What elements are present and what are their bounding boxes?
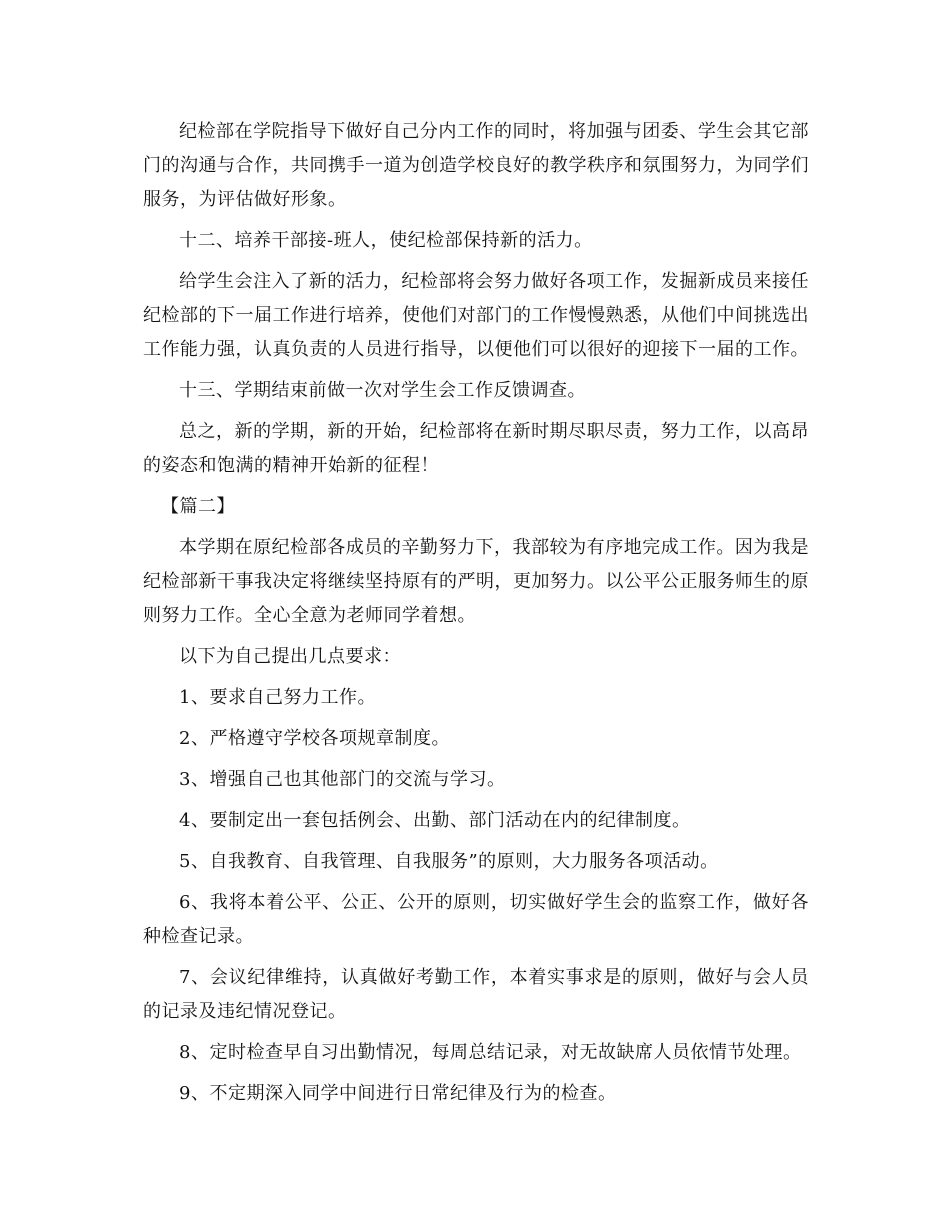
- list-item-7: 7、会议纪律维持，认真做好考勤工作，本着实事求是的原则，做好与会人员的记录及违纪情况登记。: [143, 967, 809, 1022]
- section-heading-part-two: 【篇二】: [161, 496, 235, 517]
- list-item-6: 6、我将本着公平、公正、公开的原则，切实做好学生会的监察工作，做好各种检查记录。: [143, 892, 809, 947]
- list-item-4: 4、要制定出一套包括例会、出勤、部门活动在内的纪律制度。: [179, 810, 691, 831]
- list-item-8: 8、定时检查早自习出勤情况，每周总结记录，对无故缺席人员依情节处理。: [179, 1042, 802, 1063]
- paragraph-new-members: 给学生会注入了新的活力，纪检部将会努力做好各项工作，发掘新成员来接任纪检部的下一届工作进行培养，使他们对部门的工作慢慢熟悉，从他们中间挑选出工作能力强，认真负责的人员进行指导，以便他们可以很好的迎接下一届的工作。: [143, 271, 809, 360]
- paragraph-cooperation: 纪检部在学院指导下做好自己分内工作的同时，将加强与团委、学生会其它部门的沟通与合作，共同携手一道为创造学校良好的教学秩序和氛围努力，为同学们服务，为评估做好形象。: [143, 121, 809, 210]
- list-item-9: 9、不定期深入同学中间进行日常纪律及行为的检查。: [179, 1083, 617, 1104]
- list-item-1: 1、要求自己努力工作。: [179, 687, 376, 708]
- document-body: [143, 115, 809, 1111]
- paragraph-conclusion: 总之，新的学期，新的开始，纪检部将在新时期尽职尽责，努力工作，以高昂的姿态和饱满的精神开始新的征程！: [143, 421, 809, 476]
- paragraph-item-twelve: 十二、培养干部接-班人，使纪检部保持新的活力。: [179, 230, 593, 251]
- paragraph-requirements-intro: 以下为自己提出几点要求：: [179, 646, 401, 667]
- list-item-3: 3、增强自己也其他部门的交流与学习。: [179, 769, 506, 790]
- paragraph-item-thirteen: 十三、学期结束前做一次对学生会工作反馈调查。: [179, 380, 586, 401]
- list-item-5: 5、自我教育、自我管理、自我服务”的原则，大力服务各项活动。: [179, 851, 719, 872]
- paragraph-semester-intro: 本学期在原纪检部各成员的辛勤努力下，我部较为有序地完成工作。因为我是纪检部新干事我决定将继续坚持原有的严明，更加努力。以公平公正服务师生的原则努力工作。全心全意为老师同学着想。: [143, 537, 809, 626]
- list-item-2: 2、严格遵守学校各项规章制度。: [179, 728, 450, 749]
